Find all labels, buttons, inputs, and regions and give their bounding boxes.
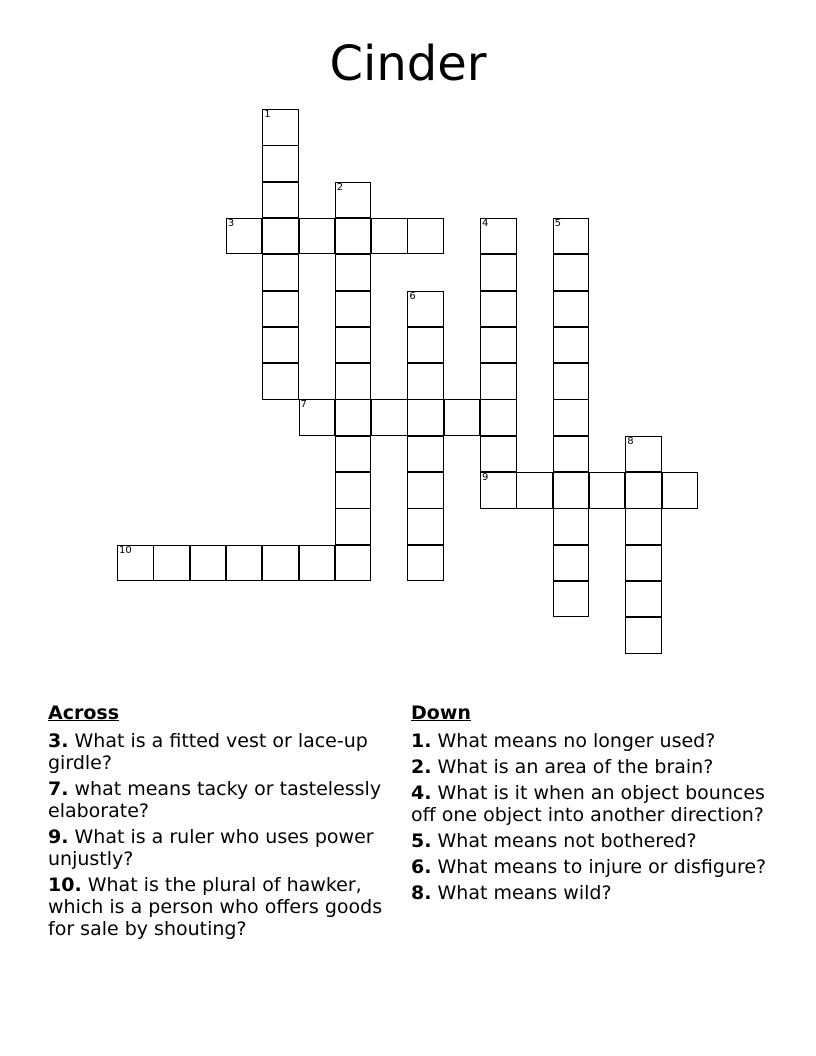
grid-cell[interactable] <box>553 508 590 545</box>
grid-cell[interactable] <box>371 218 408 255</box>
grid-cell[interactable] <box>262 182 299 219</box>
grid-cell[interactable] <box>335 327 372 364</box>
grid-cell[interactable] <box>262 327 299 364</box>
grid-cell[interactable] <box>262 218 299 255</box>
grid-cell[interactable] <box>117 545 154 582</box>
clue-number: 3. <box>48 730 69 752</box>
cell-number: 9 <box>482 472 489 483</box>
grid-cell[interactable] <box>407 291 444 328</box>
grid-cell[interactable] <box>407 399 444 436</box>
across-clues <box>48 702 398 944</box>
grid-cell[interactable] <box>625 508 662 545</box>
clue-number: 6. <box>411 856 432 878</box>
clue-text: What means no longer used? <box>437 730 716 752</box>
clue-text: What means not bothered? <box>437 830 697 852</box>
grid-cell[interactable] <box>662 472 699 509</box>
grid-cell[interactable] <box>153 545 190 582</box>
down-clue <box>411 782 771 826</box>
grid-cell[interactable] <box>262 109 299 146</box>
grid-cell[interactable] <box>480 254 517 291</box>
grid-cell[interactable] <box>226 218 263 255</box>
cell-number: 7 <box>300 399 307 411</box>
clue-text: What means to injure or disfigure? <box>437 856 767 878</box>
clue-number: 5. <box>411 830 432 852</box>
grid-cell[interactable] <box>407 218 444 255</box>
grid-cell[interactable] <box>262 145 299 182</box>
grid-cell[interactable] <box>480 399 517 436</box>
grid-cell[interactable] <box>335 363 372 400</box>
puzzle-title: Cinder <box>329 36 487 92</box>
grid-cell[interactable] <box>589 472 626 509</box>
grid-cell[interactable] <box>335 436 372 473</box>
grid-cell[interactable] <box>553 399 590 436</box>
cell-number: 5 <box>554 217 561 229</box>
grid-cell[interactable] <box>553 436 590 473</box>
grid-cell[interactable] <box>371 399 408 436</box>
grid-cell[interactable] <box>407 436 444 473</box>
grid-cell[interactable] <box>262 291 299 328</box>
clue-number: 2. <box>411 756 432 778</box>
grid-cell[interactable] <box>335 218 372 255</box>
grid-cell[interactable] <box>226 545 263 582</box>
grid-cell[interactable] <box>553 327 590 364</box>
down-clues <box>411 702 771 908</box>
grid-cell[interactable] <box>299 399 336 436</box>
across-heading: Across <box>48 702 120 724</box>
grid-cell[interactable] <box>625 436 662 473</box>
grid-cell[interactable] <box>335 182 372 219</box>
grid-cell[interactable] <box>625 545 662 582</box>
cell-number: 10 <box>119 544 132 556</box>
clue-text: What means wild? <box>437 882 612 904</box>
across-clue <box>48 874 398 940</box>
cell-number: 1 <box>264 109 271 120</box>
grid-cell[interactable] <box>553 254 590 291</box>
grid-cell[interactable] <box>516 472 553 509</box>
grid-cell[interactable] <box>553 218 590 255</box>
grid-cell[interactable] <box>407 363 444 400</box>
clue-text: What is the plural of hawker, which is a person who offers goods for sale by shouting? <box>48 874 383 940</box>
clue-number: 1. <box>411 730 432 752</box>
grid-cell[interactable] <box>335 399 372 436</box>
grid-cell[interactable] <box>335 508 372 545</box>
down-heading: Down <box>411 702 471 724</box>
down-clue <box>411 830 771 852</box>
across-clue <box>48 778 398 822</box>
grid-cell[interactable] <box>407 508 444 545</box>
cell-number: 2 <box>336 181 344 193</box>
down-clue <box>411 756 771 778</box>
grid-cell[interactable] <box>625 581 662 618</box>
clue-text: what means tacky or tastelessly elaborate? <box>48 778 382 822</box>
grid-cell[interactable] <box>407 327 444 364</box>
clue-number: 4. <box>411 782 432 804</box>
grid-cell[interactable] <box>262 254 299 291</box>
clue-number: 9. <box>48 826 69 848</box>
grid-cell[interactable] <box>335 291 372 328</box>
grid-cell[interactable] <box>553 472 590 509</box>
grid-cell[interactable] <box>480 291 517 328</box>
down-clue <box>411 730 771 752</box>
grid-cell[interactable] <box>335 254 372 291</box>
grid-cell[interactable] <box>480 218 517 255</box>
grid-cell[interactable] <box>407 545 444 582</box>
grid-cell[interactable] <box>480 436 517 473</box>
clue-text: What is an area of the brain? <box>437 756 714 778</box>
grid-cell[interactable] <box>553 363 590 400</box>
grid-cell[interactable] <box>407 472 444 509</box>
clue-number: 10. <box>48 874 82 896</box>
across-clue <box>48 730 398 774</box>
grid-cell[interactable] <box>262 363 299 400</box>
grid-cell[interactable] <box>335 472 372 509</box>
grid-cell[interactable] <box>262 545 299 582</box>
across-clue <box>48 826 398 870</box>
grid-cell[interactable] <box>553 545 590 582</box>
down-clue <box>411 882 771 904</box>
grid-cell[interactable] <box>553 291 590 328</box>
grid-cell[interactable] <box>335 545 372 582</box>
cell-number: 8 <box>627 435 634 447</box>
grid-cell[interactable] <box>625 617 662 654</box>
cell-number: 4 <box>482 217 489 229</box>
grid-cell[interactable] <box>299 218 336 255</box>
clue-number: 8. <box>411 882 432 904</box>
clue-number: 7. <box>48 778 69 800</box>
grid-cell[interactable] <box>190 545 227 582</box>
grid-cell[interactable] <box>480 363 517 400</box>
grid-cell[interactable] <box>553 581 590 618</box>
grid-cell[interactable] <box>299 545 336 582</box>
grid-cell[interactable] <box>444 399 481 436</box>
grid-cell[interactable] <box>625 472 662 509</box>
cell-number: 6 <box>409 290 416 302</box>
clue-text: What is a fitted vest or lace-up girdle? <box>48 730 368 774</box>
grid-cell[interactable] <box>480 472 517 509</box>
clue-text: What is it when an object bounces off one object into another direction? <box>411 782 765 826</box>
down-clue <box>411 856 771 878</box>
cell-number: 3 <box>227 217 235 229</box>
clue-text: What is a ruler who uses power unjustly? <box>48 826 374 870</box>
grid-cell[interactable] <box>480 327 517 364</box>
